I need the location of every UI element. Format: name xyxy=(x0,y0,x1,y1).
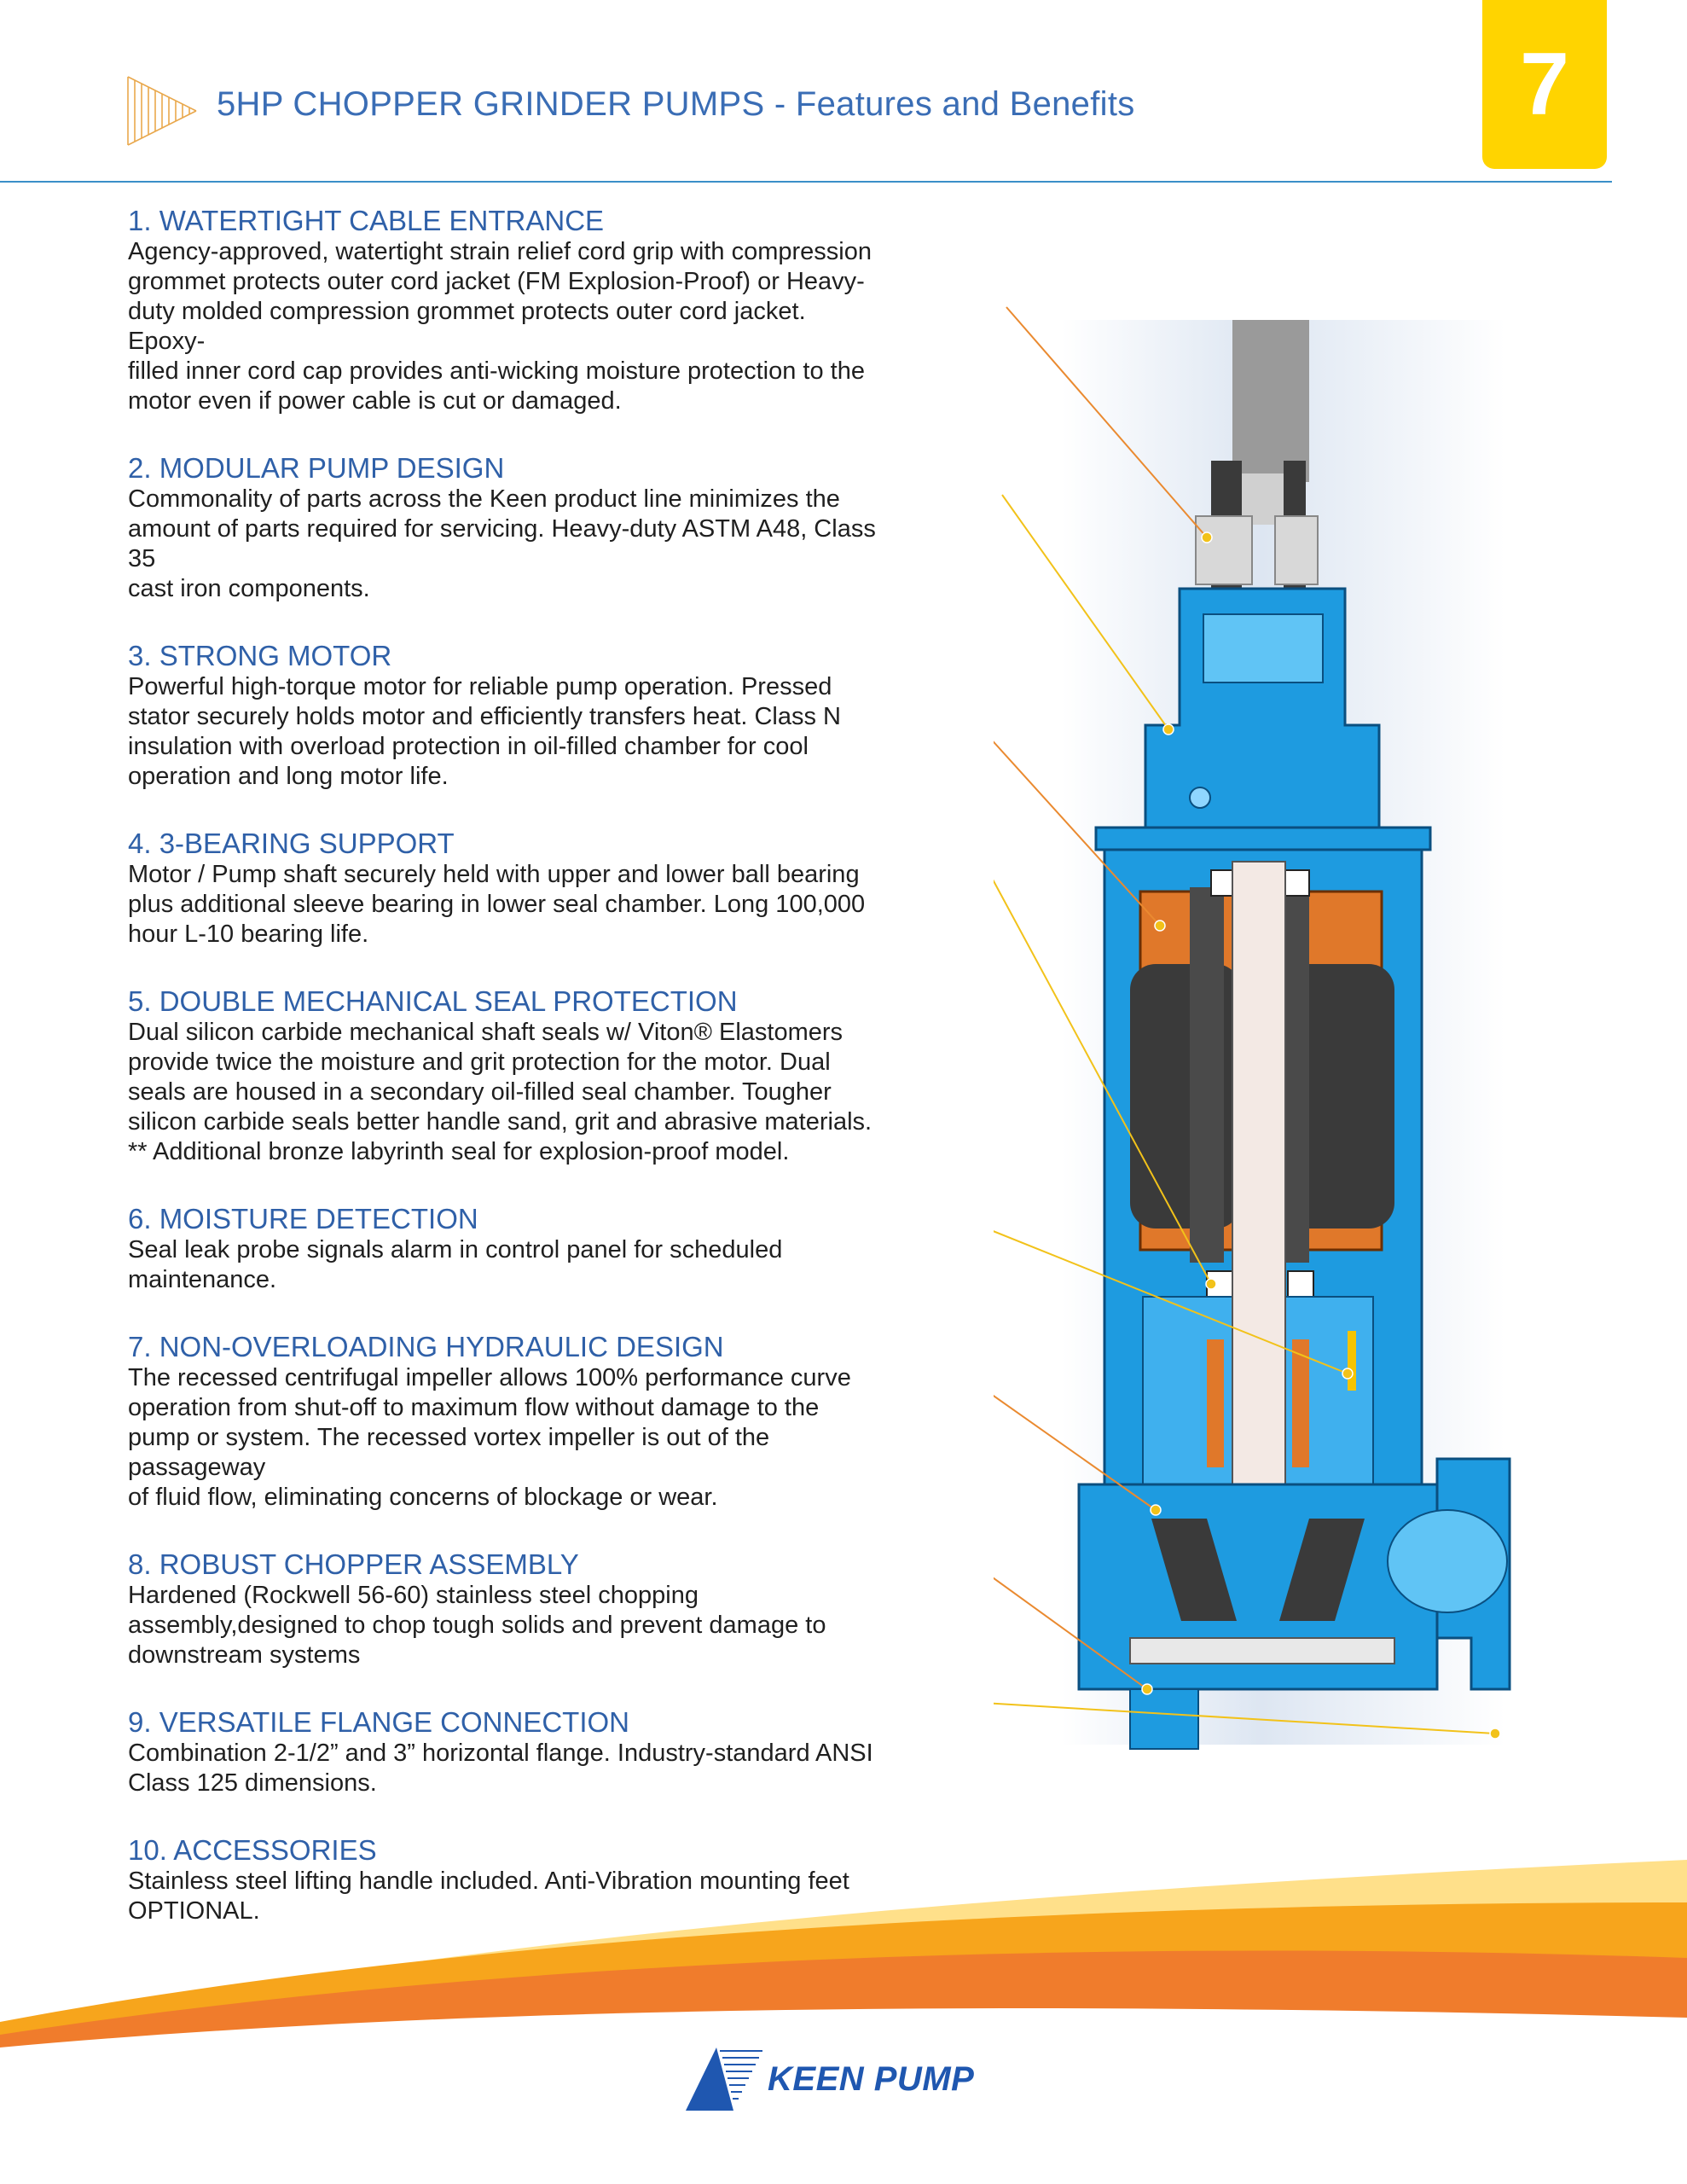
feature-description: Seal leak probe signals alarm in control panel for scheduled maintenance. xyxy=(128,1236,783,1293)
feature-description: Hardened (Rockwell 56-60) stainless steel chopping assembly,designed to chop tough solids and prevent damage to downstream systems xyxy=(128,1582,826,1669)
keen-pump-logo-icon xyxy=(686,2048,762,2111)
page-number-badge xyxy=(1482,0,1607,169)
feature-title: 6. MOISTURE DETECTION xyxy=(128,1203,478,1234)
feature-description: Agency-approved, watertight strain relief cord grip with compression grommet protects outer cord jacket (FM Explosion-Proof) or Heavy- duty molded compression grommet protects outer cord jacket. Epoxy- filled inner cord cap provides anti-wicking moisture protection to the motor even if power cable is cut or damaged. xyxy=(128,238,872,415)
feature-description: The recessed centrifugal impeller allows 100% performance curve operation from shut-off to maximum flow without damage to the pump or system. The recessed vortex impeller is out of the passageway of fluid flow, eliminating concerns of blockage or wear. xyxy=(128,1364,851,1511)
brand-logo xyxy=(686,2048,974,2111)
callout-dot xyxy=(1155,921,1165,931)
feature-item xyxy=(128,1548,998,1670)
suction-inlet xyxy=(1130,1689,1198,1749)
footer-wave-decoration xyxy=(0,1843,1687,2056)
callout-dot xyxy=(1490,1728,1500,1739)
page-number: 7 xyxy=(1520,34,1569,134)
rotor-left xyxy=(1190,887,1224,1263)
callout-dot xyxy=(1163,724,1174,735)
stator-left xyxy=(1130,964,1241,1228)
feature-title: 1. WATERTIGHT CABLE ENTRANCE xyxy=(128,205,605,236)
brand-name: KEEN PUMP xyxy=(768,2059,975,2098)
feature-title: 8. ROBUST CHOPPER ASSEMBLY xyxy=(128,1548,579,1580)
lifting-handle xyxy=(1232,320,1309,482)
feature-item xyxy=(128,640,998,792)
feature-item xyxy=(128,1706,998,1798)
callout-dot xyxy=(1202,532,1212,543)
feature-title: 4. 3-BEARING SUPPORT xyxy=(128,828,455,859)
feature-description: Motor / Pump shaft securely held with upper and lower ball bearing plus additional sleeve bearing in lower seal chamber. Long 100,000 hour L-10 bearing life. xyxy=(128,861,866,948)
header-divider xyxy=(0,181,1612,183)
fan-logo-icon xyxy=(126,75,198,147)
feature-list xyxy=(128,205,998,1962)
feature-title: 9. VERSATILE FLANGE CONNECTION xyxy=(128,1706,630,1738)
cord-grip-left xyxy=(1196,516,1252,584)
callout-dot xyxy=(1342,1368,1353,1379)
pump-cutaway-illustration xyxy=(994,290,1574,1757)
feature-description: Powerful high-torque motor for reliable pump operation. Pressed stator securely holds motor and efficiently transfers heat. Class N insulation with overload protection in oil-filled chamber for cool operation and long motor life. xyxy=(128,673,842,790)
discharge-port xyxy=(1388,1510,1507,1612)
inspection-port xyxy=(1190,787,1210,808)
lower-bearing-right xyxy=(1288,1271,1313,1297)
feature-item xyxy=(128,205,998,416)
feature-title: 2. MODULAR PUMP DESIGN xyxy=(128,452,505,484)
feature-description: Commonality of parts across the Keen product line minimizes the amount of parts required for servicing. Heavy-duty ASTM A48, Class 35 cast iron components. xyxy=(128,485,876,602)
upper-bearing-right xyxy=(1284,870,1309,896)
moisture-probe xyxy=(1348,1331,1356,1391)
feature-description: Stainless steel lifting handle included. Anti-Vibration mounting feet OPTIONAL. xyxy=(128,1867,849,1925)
page-title: 5HP CHOPPER GRINDER PUMPS - Features and Benefits xyxy=(217,85,1135,123)
feature-description: Combination 2-1/2” and 3” horizontal flange. Industry-standard ANSI Class 125 dimensions. xyxy=(128,1740,873,1797)
feature-item xyxy=(128,1331,998,1513)
feature-title: 7. NON-OVERLOADING HYDRAULIC DESIGN xyxy=(128,1331,724,1362)
feature-item xyxy=(128,1203,998,1295)
chopper-plate xyxy=(1130,1638,1394,1664)
feature-description: Dual silicon carbide mechanical shaft seals w/ Viton® Elastomers provide twice the moisture and grit protection for the motor. Dual seals are housed in a secondary oil-filled seal chamber. Tougher silicon carbide seals better handle sand, grit and abrasive materials. ** Additional bronze labyrinth seal for explosion-proof model. xyxy=(128,1019,872,1165)
feature-title: 10. ACCESSORIES xyxy=(128,1834,377,1866)
callout-dot xyxy=(1151,1505,1161,1515)
feature-item xyxy=(128,985,998,1167)
feature-item xyxy=(128,828,998,950)
callout-dot xyxy=(1142,1684,1152,1694)
cord-grip-right xyxy=(1275,516,1318,584)
feature-item xyxy=(128,452,998,604)
callout-dot xyxy=(1206,1279,1216,1289)
feature-title: 5. DOUBLE MECHANICAL SEAL PROTECTION xyxy=(128,985,738,1017)
motor-top-flange xyxy=(1096,828,1430,850)
terminal-block xyxy=(1203,614,1323,682)
mechanical-seal-right xyxy=(1292,1339,1309,1467)
feature-title: 3. STRONG MOTOR xyxy=(128,640,392,671)
mechanical-seal-left xyxy=(1207,1339,1224,1467)
